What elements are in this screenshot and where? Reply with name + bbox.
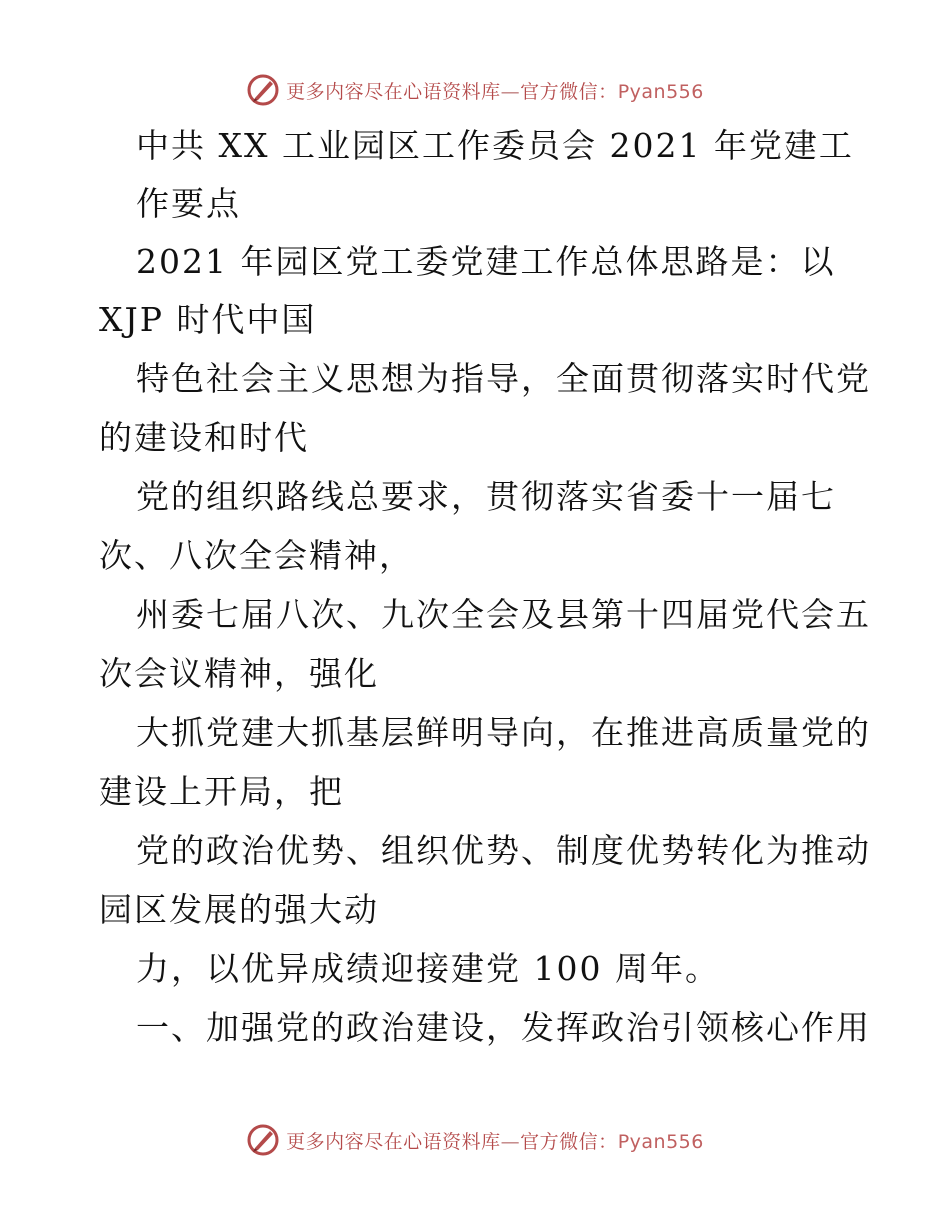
doc-section-heading: 一、加强党的政治建设，发挥政治引领核心作用	[136, 1008, 871, 1047]
footer-watermark-account-id: Pyan556	[617, 1130, 704, 1153]
doc-paragraph-line: 大抓党建大抓基层鲜明导向，在推进高质量党的	[136, 713, 871, 752]
doc-paragraph-line: 次、八次全会精神，	[99, 536, 414, 575]
doc-paragraph-line: 力，以优异成绩迎接建党 100 周年。	[136, 949, 720, 988]
header-watermark-account-id: Pyan556	[617, 80, 704, 103]
doc-paragraph-line: 的建设和时代	[99, 418, 309, 457]
doc-title-line-2: 作要点	[136, 184, 241, 223]
footer-watermark-banner	[0, 1120, 950, 1160]
footer-watermark-cn: 更多内容尽在心语资料库	[286, 1130, 501, 1153]
doc-title-line-1: 中共 XX 工业园区工作委员会 2021 年党建工	[136, 126, 854, 165]
doc-paragraph-line: 党的组织路线总要求，贯彻落实省委十一届七	[136, 477, 836, 516]
doc-paragraph-line: 州委七届八次、九次全会及县第十四届党代会五	[136, 595, 871, 634]
doc-paragraph-line: 特色社会主义思想为指导，全面贯彻落实时代党	[136, 359, 871, 398]
footer-watermark-text	[286, 1127, 704, 1154]
doc-paragraph-line: XJP 时代中国	[99, 300, 317, 339]
footer-watermark-separator: —	[500, 1130, 521, 1153]
header-watermark-separator: —	[500, 80, 521, 103]
doc-paragraph-line: 2021 年园区党工委党建工作总体思路是：以	[136, 242, 836, 281]
header-watermark-account-label: 官方微信：	[520, 80, 618, 103]
quill-logo-icon	[246, 1123, 280, 1157]
doc-paragraph-line: 建设上开局，把	[99, 772, 344, 811]
doc-paragraph-line: 园区发展的强大动	[99, 890, 379, 929]
header-watermark-cn: 更多内容尽在心语资料库	[286, 80, 501, 103]
doc-paragraph-line: 党的政治优势、组织优势、制度优势转化为推动	[136, 831, 871, 870]
doc-paragraph-line: 次会议精神，强化	[99, 654, 379, 693]
footer-watermark-account-label: 官方微信：	[520, 1130, 618, 1153]
